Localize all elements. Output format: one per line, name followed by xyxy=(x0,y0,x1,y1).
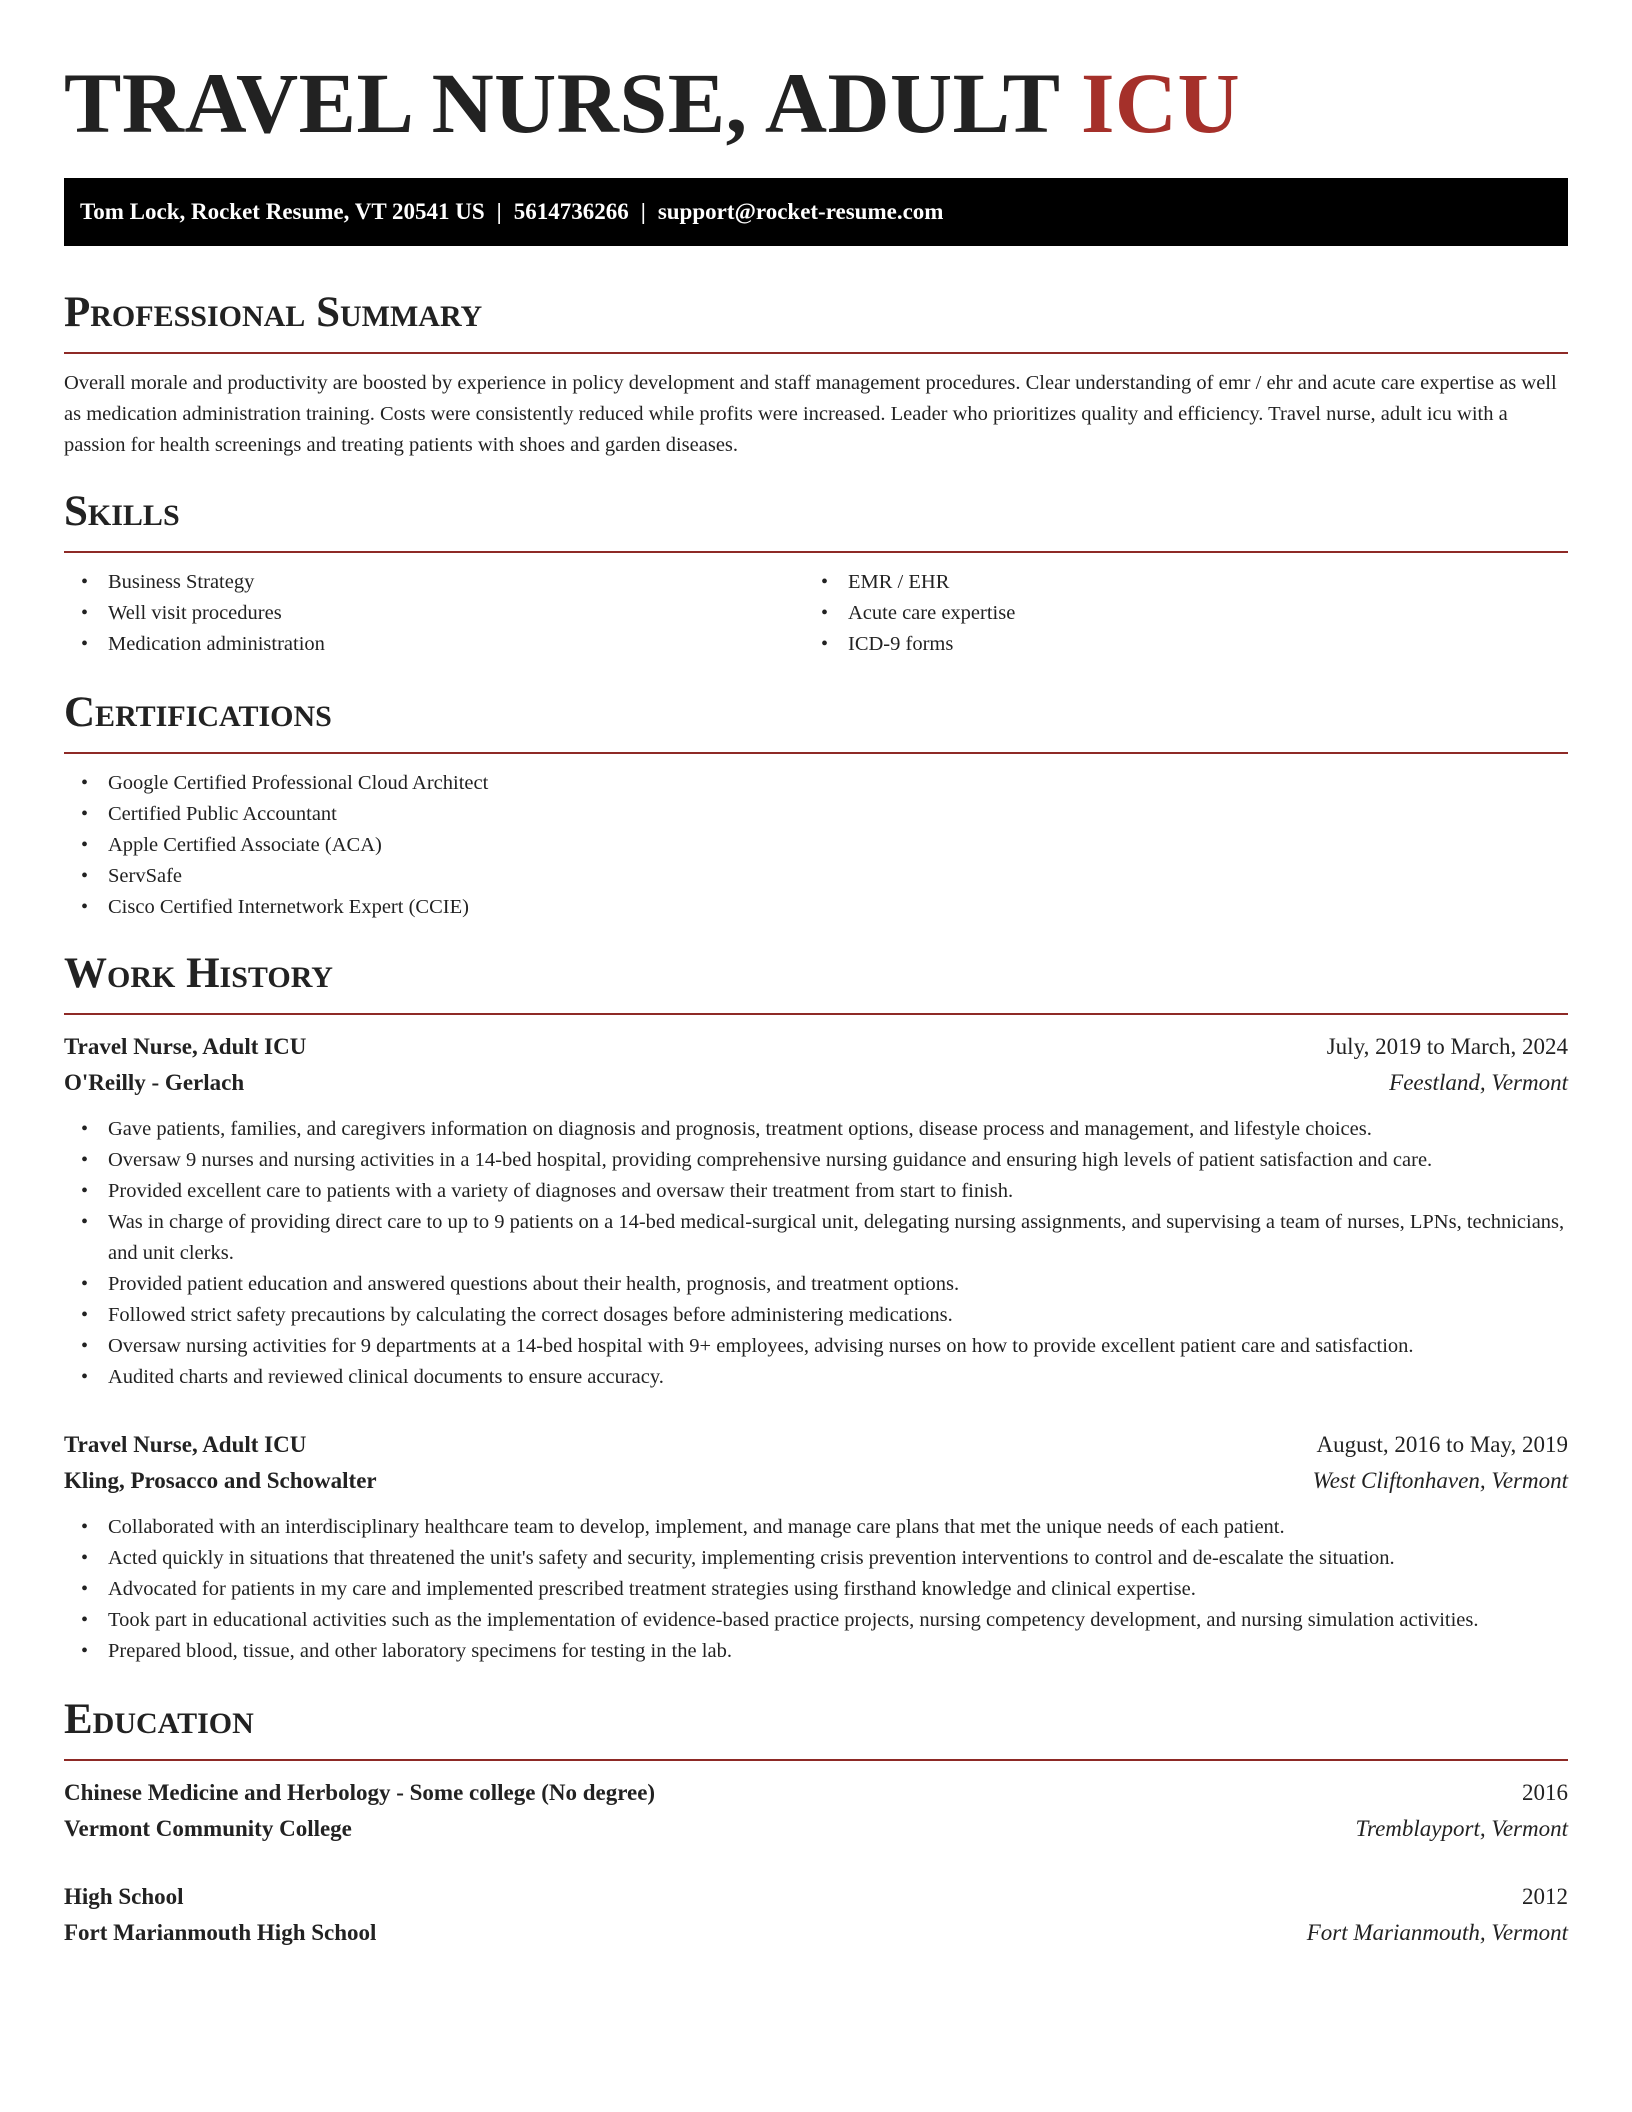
section-divider xyxy=(64,1013,1568,1015)
summary-section xyxy=(64,286,1568,461)
skill-item: • Medication administration xyxy=(64,629,804,660)
skill-item: • Acute care expertise xyxy=(804,598,1544,629)
education-section xyxy=(64,1693,1568,1951)
education-degree-row xyxy=(64,1775,1568,1811)
education-degree: Chinese Medicine and Herbology - Some college (No degree) xyxy=(64,1780,656,1805)
education-degree-row xyxy=(64,1879,1568,1915)
job-duties-list xyxy=(64,1512,1568,1667)
job-dates: August, 2016 to May, 2019 xyxy=(1316,1432,1568,1457)
education-year: 2016 xyxy=(1522,1780,1568,1805)
job-company-row xyxy=(64,1463,1568,1499)
job-duties-list xyxy=(64,1114,1568,1393)
job-title: Travel Nurse, Adult ICU xyxy=(64,1034,307,1059)
skills-grid xyxy=(64,567,1568,660)
job-duty: • Oversaw nursing activities for 9 departments at a 14-bed hospital with 9+ employees, advising nurses on how to provide excellent patient care and satisfaction. xyxy=(64,1331,1568,1362)
education-school: Fort Marianmouth High School xyxy=(64,1920,377,1945)
job-duty: • Audited charts and reviewed clinical documents to ensure accuracy. xyxy=(64,1362,1568,1393)
job-duty: • Followed strict safety precautions by calculating the correct dosages before administering medications. xyxy=(64,1300,1568,1331)
job-title: Travel Nurse, Adult ICU xyxy=(64,1432,307,1457)
job-header-row xyxy=(64,1427,1568,1463)
skills-column-right xyxy=(804,567,1544,660)
work-history-section xyxy=(64,947,1568,1667)
skills-section xyxy=(64,485,1568,660)
job-duty: • Advocated for patients in my care and implemented prescribed treatment strategies using firsthand knowledge and clinical expertise. xyxy=(64,1574,1568,1605)
job-location: West Cliftonhaven, Vermont xyxy=(1312,1468,1568,1493)
contact-bar xyxy=(64,178,1568,246)
education-year: 2012 xyxy=(1522,1884,1568,1909)
section-title-education: Education xyxy=(64,1696,254,1743)
skills-column-left xyxy=(64,567,804,660)
job-duty: • Acted quickly in situations that threatened the unit's safety and security, implementing crisis prevention interventions to control and de-escalate the situation. xyxy=(64,1543,1568,1574)
education-location: Tremblayport, Vermont xyxy=(1355,1816,1568,1841)
section-divider xyxy=(64,752,1568,754)
education-entry xyxy=(64,1775,1568,1847)
contact-email: support@rocket-resume.com xyxy=(657,199,944,224)
job-company: O'Reilly - Gerlach xyxy=(64,1070,245,1095)
job-company: Kling, Prosacco and Schowalter xyxy=(64,1468,377,1493)
title-accent: ICU xyxy=(1080,55,1241,151)
skill-item: • ICD-9 forms xyxy=(804,629,1544,660)
job-duty: • Oversaw 9 nurses and nursing activities in a 14-bed hospital, providing comprehensive nursing guidance and ensuring high levels of patient satisfaction and care. xyxy=(64,1145,1568,1176)
certification-item: • Certified Public Accountant xyxy=(64,799,1568,830)
education-entry xyxy=(64,1879,1568,1951)
job-duty: • Provided excellent care to patients with a variety of diagnoses and oversaw their treatment from start to finish. xyxy=(64,1176,1568,1207)
education-school: Vermont Community College xyxy=(64,1816,352,1841)
education-location: Fort Marianmouth, Vermont xyxy=(1306,1920,1568,1945)
job-entry xyxy=(64,1427,1568,1667)
resume-title xyxy=(64,0,1568,150)
certifications-section xyxy=(64,686,1568,923)
job-duty: • Prepared blood, tissue, and other laboratory specimens for testing in the lab. xyxy=(64,1636,1568,1667)
job-duty: • Took part in educational activities such as the implementation of evidence-based practice projects, nursing competency development, and nursing simulation activities. xyxy=(64,1605,1568,1636)
summary-text: Overall morale and productivity are boosted by experience in policy development and staff management procedures. Clear understanding of emr / ehr and acute care expertise as well as medication administration training. Costs were consistently reduced while profits were increased. Leader who prioritizes quality and efficiency. Travel nurse, adult icu with a passion for health screenings and treating patients with shoes and garden diseases. xyxy=(64,372,1557,456)
job-dates: July, 2019 to March, 2024 xyxy=(1326,1034,1568,1059)
certification-item: • Cisco Certified Internetwork Expert (CCIE) xyxy=(64,892,1568,923)
skill-item: • Business Strategy xyxy=(64,567,804,598)
section-title-work-history: Work History xyxy=(64,950,333,997)
contact-separator: | xyxy=(640,199,646,224)
certification-item: • Google Certified Professional Cloud Architect xyxy=(64,768,1568,799)
job-entry xyxy=(64,1029,1568,1393)
education-school-row xyxy=(64,1811,1568,1847)
job-company-row xyxy=(64,1065,1568,1101)
section-title-summary: Professional Summary xyxy=(64,289,483,336)
job-duty: • Gave patients, families, and caregivers information on diagnosis and prognosis, treatment options, disease process and management, and lifestyle choices. xyxy=(64,1114,1568,1145)
job-location: Feestland, Vermont xyxy=(1389,1070,1568,1095)
job-header-row xyxy=(64,1029,1568,1065)
section-title-skills: Skills xyxy=(64,488,180,535)
job-duty: • Collaborated with an interdisciplinary healthcare team to develop, implement, and manage care plans that met the unique needs of each patient. xyxy=(64,1512,1568,1543)
skill-item: • Well visit procedures xyxy=(64,598,804,629)
job-duty: • Was in charge of providing direct care to up to 9 patients on a 14-bed medical-surgical unit, delegating nursing assignments, and supervising a team of nurses, LPNs, technicians, and unit clerks. xyxy=(64,1207,1568,1269)
education-school-row xyxy=(64,1915,1568,1951)
certification-item: • Apple Certified Associate (ACA) xyxy=(64,830,1568,861)
section-divider xyxy=(64,352,1568,354)
section-title-certifications: Certifications xyxy=(64,689,332,736)
job-duty: • Provided patient education and answered questions about their health, prognosis, and treatment options. xyxy=(64,1269,1568,1300)
skill-item: • EMR / EHR xyxy=(804,567,1544,598)
section-divider xyxy=(64,551,1568,553)
certifications-list xyxy=(64,768,1568,923)
certification-item: • ServSafe xyxy=(64,861,1568,892)
contact-separator: | xyxy=(496,199,502,224)
section-divider xyxy=(64,1759,1568,1761)
education-degree: High School xyxy=(64,1884,184,1909)
contact-address: Tom Lock, Rocket Resume, VT 20541 US xyxy=(80,199,485,224)
contact-phone: 5614736266 xyxy=(513,199,629,224)
title-main: TRAVEL NURSE, ADULT xyxy=(64,55,1081,151)
